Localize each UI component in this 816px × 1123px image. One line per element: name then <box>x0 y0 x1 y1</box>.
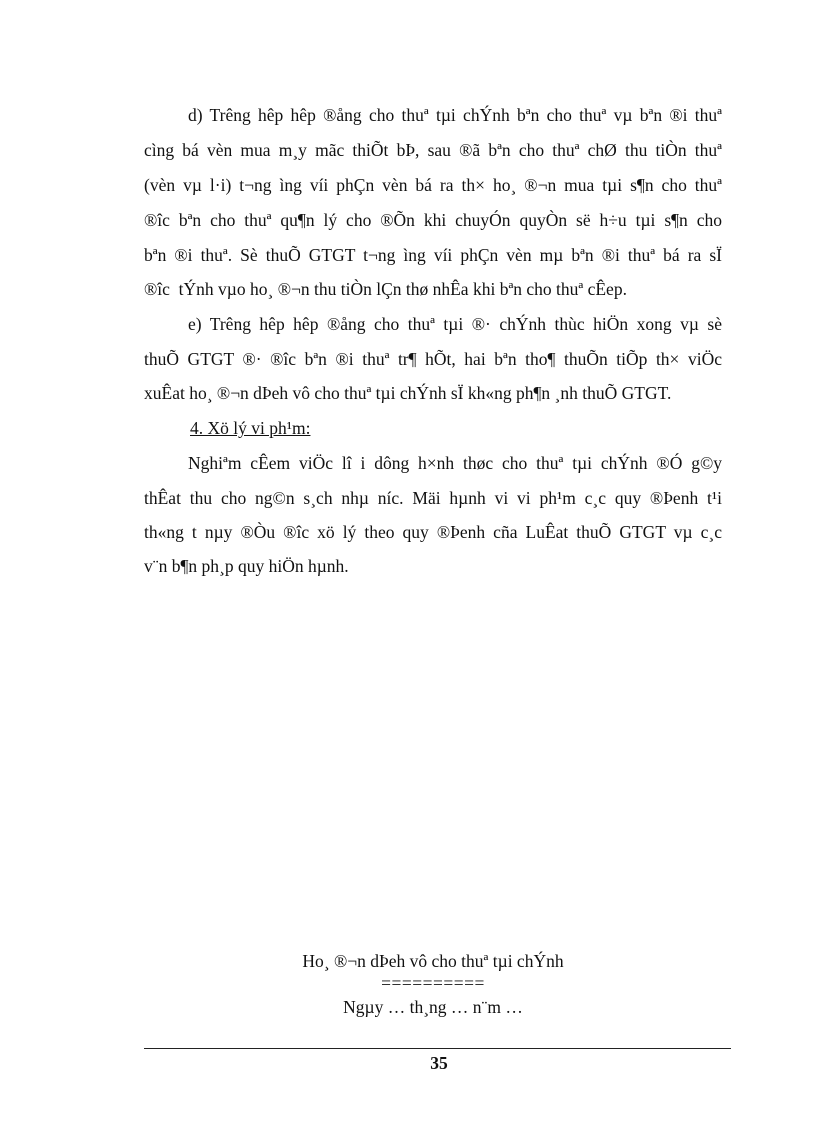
paragraph-e-line-2: thuÕ GTGT ®· ®îc bªn ®i thuª tr¶ hÕt, hai bªn tho¶ thuÕn tiÕp th× viÖc <box>144 349 722 369</box>
paragraph-d-line-4: ®îc bªn cho thuª qu¶n lý cho ®Õn khi chuyÓn quyÒn së h÷u tµi s¶n cho <box>144 210 722 230</box>
footer-title: Ho¸ ®¬n dÞeh vô cho thuª tµi chÝnh <box>302 951 564 971</box>
paragraph-4-line-3: th«ng t nµy ®Òu ®îc xö lý theo quy ®Þenh cña LuÊat thuÕ GTGT vµ c¸c <box>144 522 722 542</box>
paragraph-d-line-1: d) Trêng hêp hêp ®ång cho thuª tµi chÝnh bªn cho thuª vµ bªn ®i thuª <box>188 105 722 125</box>
paragraph-d-line-3: (vèn vµ l·i) t¬ng ìng víi phÇn vèn bá ra th× ho¸ ®¬n mua tµi s¶n cho thuª <box>144 175 722 195</box>
paragraph-d-line-2: cìng bá vèn mua m¸y mãc thiÕt bÞ, sau ®ã bªn cho thuª chØ thu tiÒn thuª <box>144 140 722 160</box>
footer-separator: ========== <box>381 973 485 993</box>
paragraph-e-line-1: e) Trêng hêp hêp ®ång cho thuª tµi ®· chÝnh thùc hiÖn xong vµ sè <box>188 314 722 334</box>
page-number: 35 <box>430 1053 448 1073</box>
paragraph-4-line-2: thÊat thu cho ng©n s¸ch nhµ níc. Mäi hµnh vi vi ph¹m c¸c quy ®Þenh t¹i <box>144 488 722 508</box>
paragraph-4-line-1: Nghiªm cÊem viÖc lî i dông h×nh thøc cho thuª tµi chÝnh ®Ó g©y <box>188 453 722 473</box>
paragraph-e-line-3: xuÊat ho¸ ®¬n dÞeh vô cho thuª tµi chÝnh sÏ kh«ng ph¶n ¸nh thuÕ GTGT. <box>144 383 672 403</box>
paragraph-d-line-6: ®îc tÝnh vµo ho¸ ®¬n thu tiÒn lÇn thø nhÊa khi bªn cho thuª cÊep. <box>144 279 627 299</box>
footer-rule <box>144 1048 731 1049</box>
paragraph-d-line-5: bªn ®i thuª. Sè thuÕ GTGT t¬ng ìng víi phÇn vèn mµ bªn ®i thuª bá ra sÏ <box>144 245 722 265</box>
section-heading: 4. Xö lý vi ph¹m: <box>190 418 311 438</box>
footer-date-line: Ngµy … th¸ng … n¨m … <box>343 997 523 1017</box>
paragraph-4-line-4: v¨n b¶n ph¸p quy hiÖn hµnh. <box>144 556 349 576</box>
